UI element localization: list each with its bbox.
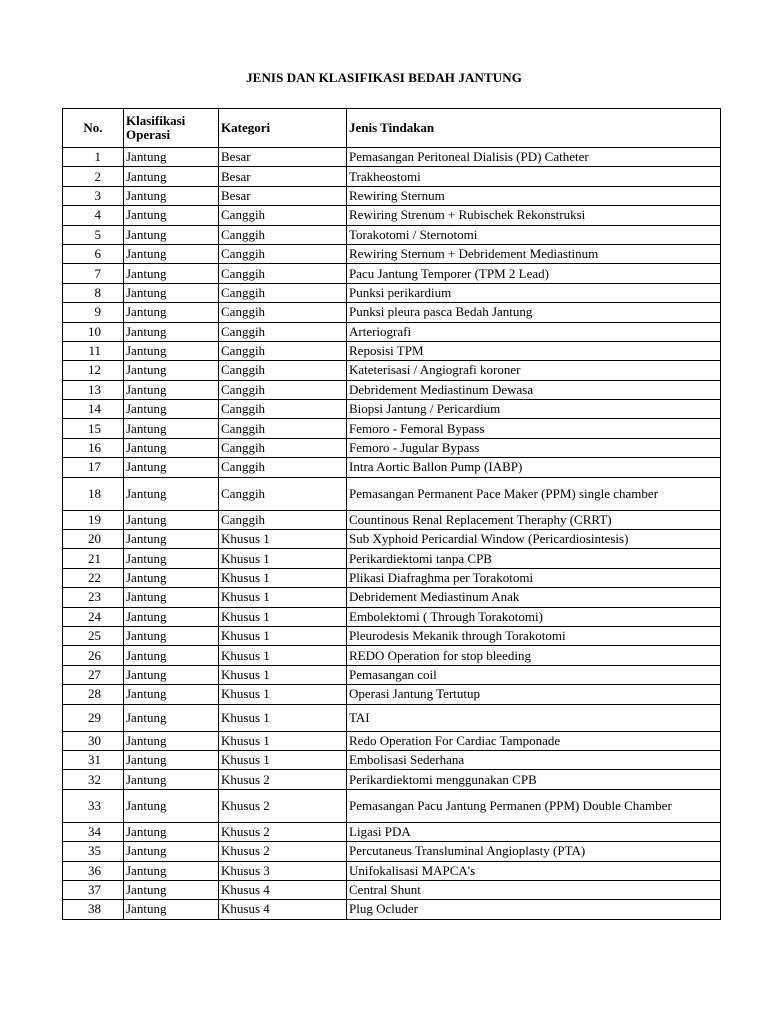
cell-kategori: Canggih: [219, 303, 347, 322]
header-no: No.: [63, 109, 124, 148]
cell-kategori: Khusus 1: [219, 685, 347, 704]
cell-kategori: Canggih: [219, 264, 347, 283]
cell-klasifikasi: Jantung: [124, 646, 219, 665]
cell-no: 6: [63, 244, 124, 263]
cell-jenis-tindakan: Trakheostomi: [347, 167, 721, 186]
cell-no: 7: [63, 264, 124, 283]
table-row: [63, 665, 721, 684]
document-title: JENIS DAN KLASIFIKASI BEDAH JANTUNG: [246, 70, 522, 85]
cell-jenis-tindakan: Reposisi TPM: [347, 341, 721, 360]
cell-kategori: Canggih: [219, 283, 347, 302]
table-row: [63, 400, 721, 419]
cell-no: 5: [63, 225, 124, 244]
table-row: [63, 646, 721, 665]
cell-no: 31: [63, 750, 124, 769]
cell-jenis-tindakan: [347, 789, 721, 822]
cell-no: 4: [63, 206, 124, 225]
cell-kategori: Khusus 2: [219, 822, 347, 841]
cell-no: 13: [63, 380, 124, 399]
cell-no: 23: [63, 588, 124, 607]
table-row: [63, 148, 721, 167]
cell-jenis-tindakan: Percutaneus Transluminal Angioplasty (PTA): [347, 842, 721, 861]
table-row: [63, 626, 721, 645]
cell-klasifikasi: Jantung: [124, 419, 219, 438]
cell-no: 2: [63, 167, 124, 186]
cell-jenis-tindakan: Punksi perikardium: [347, 283, 721, 302]
table-row: [63, 770, 721, 789]
cell-jenis-tindakan: Femoro - Jugular Bypass: [347, 438, 721, 457]
cell-jenis-tindakan: Plikasi Diafraghma per Torakotomi: [347, 568, 721, 587]
cell-kategori: Khusus 1: [219, 646, 347, 665]
cell-klasifikasi: Jantung: [124, 477, 219, 510]
cell-jenis-tindakan: Central Shunt: [347, 880, 721, 899]
cell-klasifikasi: Jantung: [124, 458, 219, 477]
cell-jenis-tindakan: Embolektomi ( Through Torakotomi): [347, 607, 721, 626]
header-kategori: Kategori: [219, 109, 347, 148]
cell-klasifikasi: Jantung: [124, 842, 219, 861]
cell-kategori: Khusus 1: [219, 626, 347, 645]
cell-klasifikasi: Jantung: [124, 880, 219, 899]
cell-klasifikasi: Jantung: [124, 264, 219, 283]
cell-no: 33: [63, 789, 124, 822]
cell-kategori: Khusus 1: [219, 588, 347, 607]
cell-klasifikasi: Jantung: [124, 665, 219, 684]
cell-jenis-tindakan: Unifokalisasi MAPCA's: [347, 861, 721, 880]
table-row: [63, 607, 721, 626]
cell-jenis-tindakan: Rewiring Sternum: [347, 186, 721, 205]
table-row: [63, 588, 721, 607]
cell-klasifikasi: Jantung: [124, 438, 219, 457]
cell-kategori: Canggih: [219, 400, 347, 419]
cell-no: 10: [63, 322, 124, 341]
table-body: [63, 148, 721, 920]
cell-no: 19: [63, 510, 124, 529]
cell-kategori: Khusus 3: [219, 861, 347, 880]
table-row: [63, 477, 721, 510]
cell-kategori: Khusus 1: [219, 750, 347, 769]
cell-jenis-tindakan: Debridement Mediastinum Anak: [347, 588, 721, 607]
table-row: [63, 685, 721, 704]
cell-klasifikasi: Jantung: [124, 607, 219, 626]
cell-no: 22: [63, 568, 124, 587]
cell-no: 38: [63, 900, 124, 919]
cell-kategori: Khusus 1: [219, 731, 347, 750]
cell-no: 1: [63, 148, 124, 167]
cell-kategori: Besar: [219, 167, 347, 186]
table-row: [63, 244, 721, 263]
cell-klasifikasi: Jantung: [124, 167, 219, 186]
cell-klasifikasi: Jantung: [124, 322, 219, 341]
table-row: [63, 322, 721, 341]
table-row: [63, 549, 721, 568]
cell-kategori: Khusus 2: [219, 770, 347, 789]
cell-klasifikasi: Jantung: [124, 244, 219, 263]
cell-jenis-tindakan: REDO Operation for stop bleeding: [347, 646, 721, 665]
cell-klasifikasi: Jantung: [124, 750, 219, 769]
table-row: [63, 750, 721, 769]
cell-kategori: Canggih: [219, 225, 347, 244]
cell-kategori: Canggih: [219, 380, 347, 399]
cell-klasifikasi: Jantung: [124, 400, 219, 419]
cell-no: 34: [63, 822, 124, 841]
table-row: [63, 789, 721, 822]
table-row: [63, 167, 721, 186]
cell-klasifikasi: Jantung: [124, 900, 219, 919]
cell-jenis-tindakan: Ligasi PDA: [347, 822, 721, 841]
cell-jenis-tindakan: Countinous Renal Replacement Theraphy (CRRT): [347, 510, 721, 529]
cell-klasifikasi: Jantung: [124, 626, 219, 645]
table-row: [63, 731, 721, 750]
cell-no: 28: [63, 685, 124, 704]
table-row: [63, 822, 721, 841]
cell-jenis-tindakan: Intra Aortic Ballon Pump (IABP): [347, 458, 721, 477]
cell-klasifikasi: Jantung: [124, 731, 219, 750]
cell-kategori: Canggih: [219, 206, 347, 225]
cell-no: 24: [63, 607, 124, 626]
cell-jenis-tindakan-text: Pemasangan Permanent Pace Maker (PPM) single chamber: [349, 486, 659, 502]
table-row: [63, 510, 721, 529]
cell-no: 26: [63, 646, 124, 665]
table-row: [63, 880, 721, 899]
cell-no: 37: [63, 880, 124, 899]
cell-no: 35: [63, 842, 124, 861]
cell-jenis-tindakan: Rewiring Sternum + Debridement Mediastinum: [347, 244, 721, 263]
cell-kategori: Canggih: [219, 477, 347, 510]
table-row: [63, 361, 721, 380]
cell-jenis-tindakan: Redo Operation For Cardiac Tamponade: [347, 731, 721, 750]
cell-no: 9: [63, 303, 124, 322]
table-row: [63, 530, 721, 549]
cell-kategori: Canggih: [219, 244, 347, 263]
cell-klasifikasi: Jantung: [124, 770, 219, 789]
cell-no: 8: [63, 283, 124, 302]
cell-kategori: Khusus 1: [219, 530, 347, 549]
cell-kategori: Khusus 1: [219, 549, 347, 568]
table-header-row: [63, 109, 721, 148]
cell-no: 29: [63, 704, 124, 731]
cell-klasifikasi: Jantung: [124, 283, 219, 302]
cell-jenis-tindakan: Perikardiektomi menggunakan CPB: [347, 770, 721, 789]
cell-kategori: Besar: [219, 148, 347, 167]
cell-klasifikasi: Jantung: [124, 789, 219, 822]
table-row: [63, 283, 721, 302]
table-row: [63, 438, 721, 457]
cell-kategori: Khusus 1: [219, 704, 347, 731]
cell-klasifikasi: Jantung: [124, 148, 219, 167]
cell-no: 20: [63, 530, 124, 549]
cell-klasifikasi: Jantung: [124, 530, 219, 549]
cell-no: 14: [63, 400, 124, 419]
cell-jenis-tindakan: Operasi Jantung Tertutup: [347, 685, 721, 704]
cell-jenis-tindakan: Plug Ocluder: [347, 900, 721, 919]
cell-jenis-tindakan: Pemasangan Peritoneal Dialisis (PD) Catheter: [347, 148, 721, 167]
cell-klasifikasi: Jantung: [124, 206, 219, 225]
cell-no: 36: [63, 861, 124, 880]
cell-jenis-tindakan: Femoro - Femoral Bypass: [347, 419, 721, 438]
cell-no: 32: [63, 770, 124, 789]
table-row: [63, 303, 721, 322]
table-row: [63, 842, 721, 861]
header-klasifikasi: Klasifikasi Operasi: [124, 109, 219, 148]
cell-kategori: Canggih: [219, 322, 347, 341]
table-row: [63, 568, 721, 587]
cell-no: 21: [63, 549, 124, 568]
table-row: [63, 186, 721, 205]
cell-kategori: Canggih: [219, 458, 347, 477]
table-row: [63, 900, 721, 919]
cell-kategori: Canggih: [219, 419, 347, 438]
cell-jenis-tindakan: Perikardiektomi tanpa CPB: [347, 549, 721, 568]
table-row: [63, 264, 721, 283]
cell-jenis-tindakan: Rewiring Strenum + Rubischek Rekonstruksi: [347, 206, 721, 225]
cell-kategori: Besar: [219, 186, 347, 205]
cell-klasifikasi: Jantung: [124, 303, 219, 322]
table-row: [63, 704, 721, 731]
cell-jenis-tindakan: TAI: [347, 704, 721, 731]
cell-kategori: Khusus 2: [219, 842, 347, 861]
cell-jenis-tindakan: [347, 477, 721, 510]
cell-jenis-tindakan: Punksi pleura pasca Bedah Jantung: [347, 303, 721, 322]
cell-kategori: Khusus 2: [219, 789, 347, 822]
cell-klasifikasi: Jantung: [124, 341, 219, 360]
cell-jenis-tindakan: Arteriografi: [347, 322, 721, 341]
table-row: [63, 861, 721, 880]
cell-klasifikasi: Jantung: [124, 588, 219, 607]
cell-no: 27: [63, 665, 124, 684]
cell-jenis-tindakan: Pleurodesis Mekanik through Torakotomi: [347, 626, 721, 645]
cell-jenis-tindakan: Torakotomi / Sternotomi: [347, 225, 721, 244]
cell-no: 12: [63, 361, 124, 380]
cell-jenis-tindakan: Sub Xyphoid Pericardial Window (Pericardiosintesis): [347, 530, 721, 549]
cell-klasifikasi: Jantung: [124, 861, 219, 880]
cell-jenis-tindakan: Pacu Jantung Temporer (TPM 2 Lead): [347, 264, 721, 283]
table-row: [63, 206, 721, 225]
table-row: [63, 341, 721, 360]
cell-kategori: Canggih: [219, 438, 347, 457]
cell-no: 17: [63, 458, 124, 477]
cell-kategori: Khusus 1: [219, 607, 347, 626]
cell-kategori: Canggih: [219, 341, 347, 360]
cell-kategori: Khusus 4: [219, 880, 347, 899]
cell-kategori: Canggih: [219, 361, 347, 380]
table-row: [63, 380, 721, 399]
header-jenis-tindakan: Jenis Tindakan: [347, 109, 721, 148]
cell-no: 16: [63, 438, 124, 457]
cell-jenis-tindakan-text: Pemasangan Pacu Jantung Permanen (PPM) Double Chamber: [349, 798, 672, 814]
table-row: [63, 419, 721, 438]
cell-klasifikasi: Jantung: [124, 685, 219, 704]
cell-kategori: Khusus 1: [219, 568, 347, 587]
table-row: [63, 458, 721, 477]
cell-klasifikasi: Jantung: [124, 549, 219, 568]
cell-klasifikasi: Jantung: [124, 361, 219, 380]
cell-kategori: Canggih: [219, 510, 347, 529]
cell-kategori: Khusus 4: [219, 900, 347, 919]
cell-klasifikasi: Jantung: [124, 822, 219, 841]
cell-no: 30: [63, 731, 124, 750]
cell-no: 18: [63, 477, 124, 510]
cell-no: 3: [63, 186, 124, 205]
cell-jenis-tindakan: Debridement Mediastinum Dewasa: [347, 380, 721, 399]
cell-jenis-tindakan: Embolisasi Sederhana: [347, 750, 721, 769]
cell-no: 11: [63, 341, 124, 360]
cell-no: 15: [63, 419, 124, 438]
cell-klasifikasi: Jantung: [124, 186, 219, 205]
cell-jenis-tindakan: Kateterisasi / Angiografi koroner: [347, 361, 721, 380]
cell-kategori: Khusus 1: [219, 665, 347, 684]
cell-klasifikasi: Jantung: [124, 568, 219, 587]
cell-jenis-tindakan: Biopsi Jantung / Pericardium: [347, 400, 721, 419]
cell-klasifikasi: Jantung: [124, 704, 219, 731]
cell-klasifikasi: Jantung: [124, 225, 219, 244]
cell-klasifikasi: Jantung: [124, 380, 219, 399]
cell-klasifikasi: Jantung: [124, 510, 219, 529]
procedure-table: [62, 108, 721, 920]
table-row: [63, 225, 721, 244]
cell-no: 25: [63, 626, 124, 645]
cell-jenis-tindakan: Pemasangan coil: [347, 665, 721, 684]
